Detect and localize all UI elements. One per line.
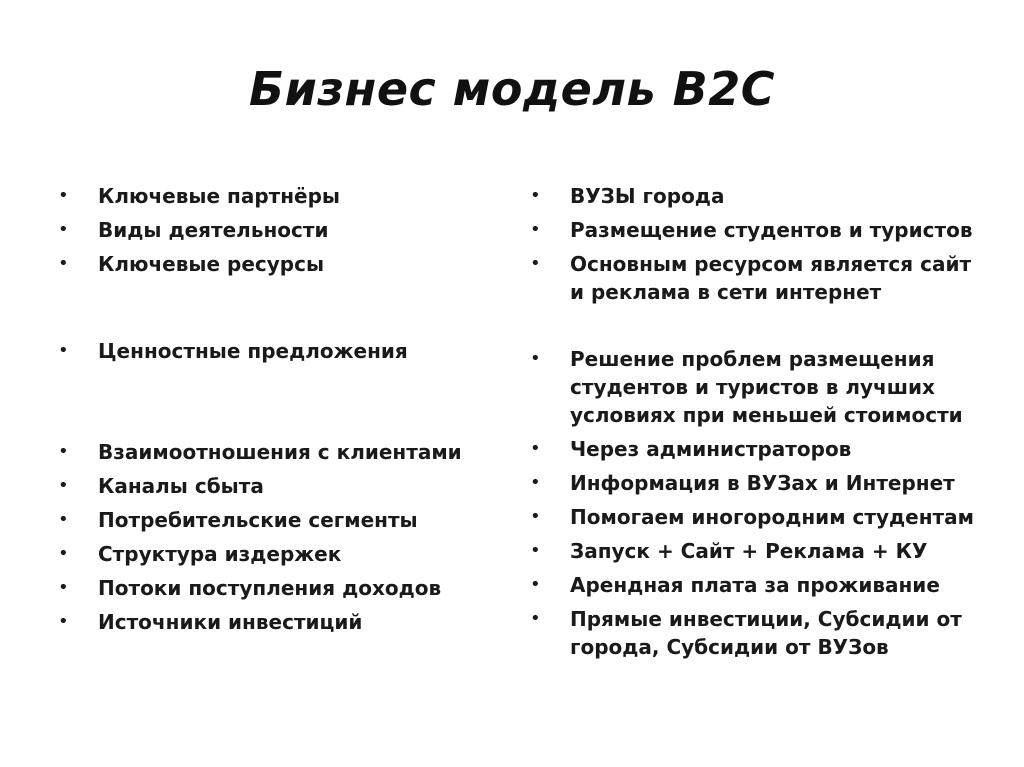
bullet-icon: •: [58, 253, 69, 274]
right-item-launch-costs: Запуск + Сайт + Реклама + КУ: [570, 539, 928, 563]
left-item-customer-relationships: Взаимоотношения с клиентами: [98, 440, 462, 464]
left-item-activities: Виды деятельности: [98, 218, 329, 242]
right-item-investments-line-2: города, Субсидии от ВУЗов: [570, 635, 889, 659]
left-item-key-resources: Ключевые ресурсы: [98, 252, 325, 276]
right-item-investments-line-1: Прямые инвестиции, Субсидии от: [570, 607, 962, 631]
bullet-icon: •: [530, 253, 541, 274]
right-item-universities: ВУЗЫ города: [570, 184, 725, 208]
right-item-information: Информация в ВУЗах и Интернет: [570, 471, 955, 495]
left-item-channels: Каналы сбыта: [98, 474, 264, 498]
left-item-revenue-streams: Потоки поступления доходов: [98, 576, 442, 600]
bullet-icon: •: [58, 509, 69, 530]
bullet-icon: •: [530, 438, 541, 459]
bullet-icon: •: [530, 185, 541, 206]
bullet-icon: •: [58, 611, 69, 632]
right-item-solution-line-2: студентов и туристов в лучших: [570, 375, 935, 399]
bullet-icon: •: [530, 540, 541, 561]
bullet-icon: •: [58, 340, 69, 361]
left-item-key-partners: Ключевые партнёры: [98, 184, 341, 208]
bullet-icon: •: [530, 506, 541, 527]
left-item-cost-structure: Структура издержек: [98, 542, 342, 566]
left-item-investment-sources: Источники инвестиций: [98, 610, 363, 634]
slide-title: Бизнес модель В2С: [249, 62, 775, 116]
bullet-icon: •: [58, 185, 69, 206]
right-item-accommodation: Размещение студентов и туристов: [570, 218, 973, 242]
bullet-icon: •: [530, 574, 541, 595]
bullet-icon: •: [530, 348, 541, 369]
left-item-customer-segments: Потребительские сегменты: [98, 508, 418, 532]
right-item-rent: Арендная плата за проживание: [570, 573, 940, 597]
left-item-value-propositions: Ценностные предложения: [98, 339, 408, 363]
right-item-administrators: Через администраторов: [570, 437, 852, 461]
right-item-solution-line-1: Решение проблем размещения: [570, 347, 935, 371]
bullet-icon: •: [58, 219, 69, 240]
right-item-main-resource-line-2: и реклама в сети интернет: [570, 280, 882, 304]
bullet-icon: •: [58, 475, 69, 496]
bullet-icon: •: [530, 472, 541, 493]
right-item-helping-students: Помогаем иногородним студентам: [570, 505, 974, 529]
bullet-icon: •: [58, 543, 69, 564]
right-item-main-resource-line-1: Основным ресурсом является сайт: [570, 252, 972, 276]
bullet-icon: •: [530, 219, 541, 240]
bullet-icon: •: [58, 441, 69, 462]
bullet-icon: •: [58, 577, 69, 598]
right-item-solution-line-3: условиях при меньшей стоимости: [570, 403, 963, 427]
bullet-icon: •: [530, 608, 541, 629]
